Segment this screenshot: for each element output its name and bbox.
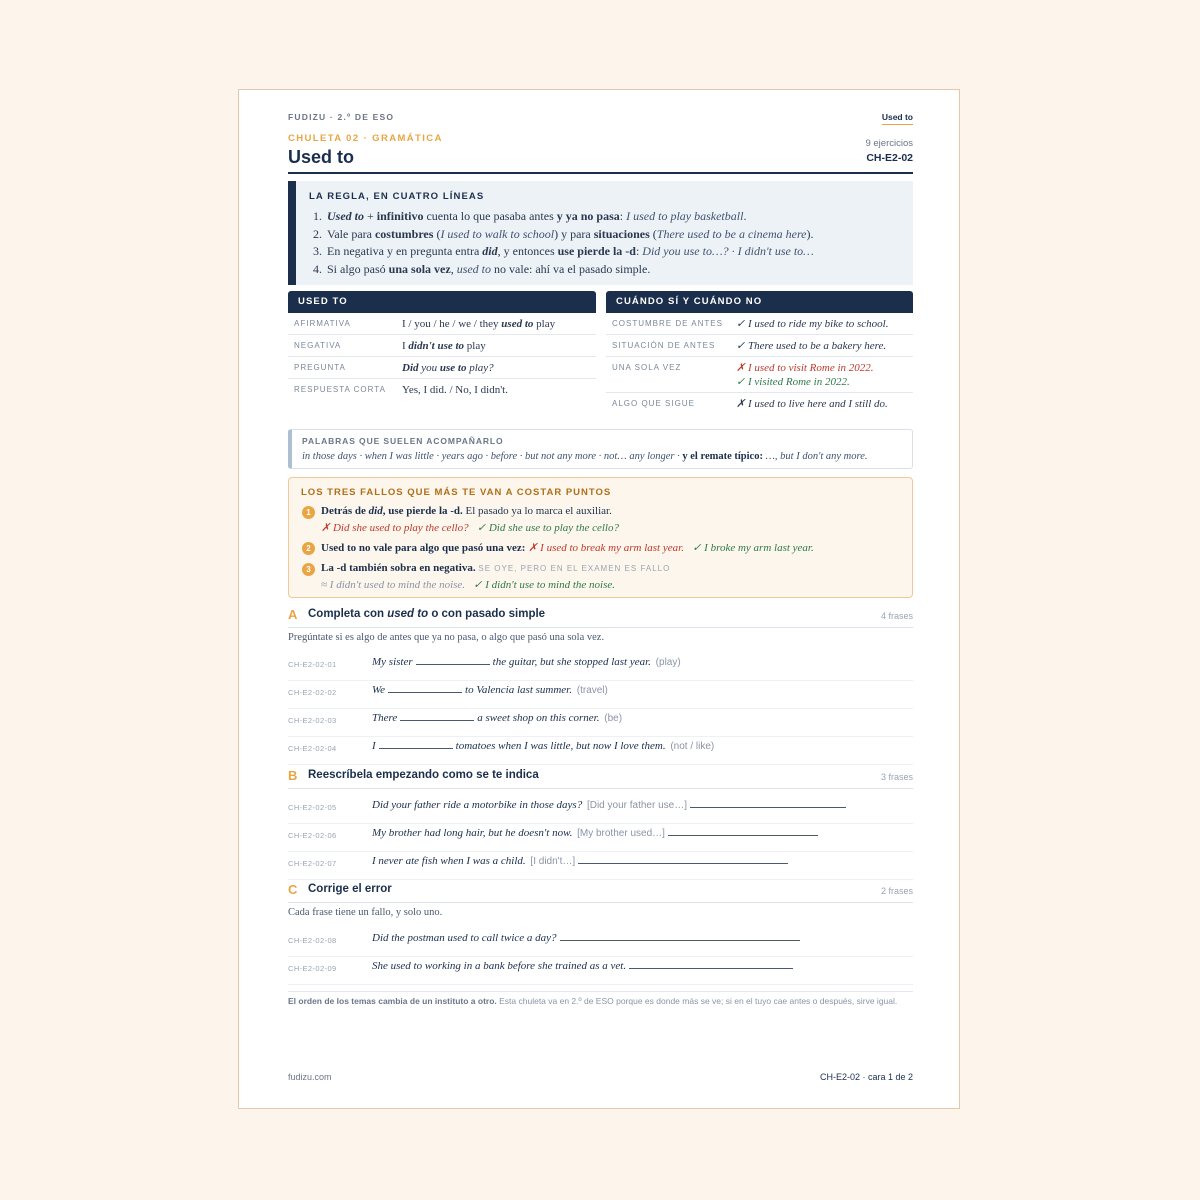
exercise-code: CH-E2-02-06 [288, 831, 337, 840]
wrong-example: ✗ I used to break my arm last year. [528, 542, 684, 554]
error-text: Detrás de [321, 505, 369, 517]
table-row [288, 357, 596, 379]
sheet-code: CH-E2-02 [866, 152, 913, 164]
footnote-bold: El orden de los temas cambia de un instituto a otro. [288, 996, 497, 1006]
rule-title: LA REGLA, EN CUATRO LÍNEAS [309, 191, 485, 202]
footnote-text: Esta chuleta va en 2.º de ESO porque es donde más se ve; si en el tuyo cae antes o después, sirve igual. [496, 996, 898, 1006]
section-count: 3 frases [880, 772, 913, 782]
rule-box [288, 181, 913, 285]
topic-label: Used to [882, 112, 913, 125]
row-value: ✗ I used to live here and I still do. [736, 398, 888, 410]
exercise-text [372, 799, 849, 811]
section-title: Reescríbela empezando como se te indica [308, 769, 539, 781]
rule-example: There used to be a cinema here [656, 226, 807, 241]
exercise-part: I [372, 740, 376, 752]
rule-text: ). [806, 226, 814, 241]
rule-text: use pierde la -d [557, 244, 636, 258]
exercise-part: My brother had long hair, but he doesn't now. [372, 827, 573, 839]
error-text: did [368, 505, 383, 517]
table-row [288, 379, 596, 400]
page-title: Used to [288, 147, 355, 167]
exercise-part: I never ate fish when I was a child. [372, 855, 526, 867]
footnote [288, 991, 913, 1007]
used-to-table [288, 291, 596, 400]
footer-page: CH-E2-02 · cara 1 de 2 [819, 1072, 913, 1082]
exercise-text [372, 932, 803, 944]
row-value [730, 357, 913, 392]
section-letter: A [288, 607, 298, 622]
error-text: , use pierde la -d. [382, 505, 463, 517]
exercise-hint: (travel) [576, 685, 608, 696]
section-c-header [288, 880, 913, 903]
exercise-part: the guitar, but she stopped last year. [492, 656, 651, 668]
rule-text: : [635, 244, 643, 258]
row-value: Yes, I did. / No, I didn't. [402, 384, 508, 396]
exercise-code: CH-E2-02-07 [288, 859, 337, 868]
exercise-code: CH-E2-02-03 [288, 716, 337, 725]
rule-text: . [743, 209, 747, 223]
table-row [606, 335, 913, 357]
brand-label: FUDIZU · 2.º DE ESO [288, 112, 395, 122]
table-row [606, 313, 913, 335]
value-text: play [533, 318, 556, 330]
value-text: you [418, 362, 440, 374]
exercise-part: She used to working in a bank before she trained as a vet. [372, 960, 627, 972]
wrong-example: ≈ I didn't used to mind the noise. [321, 579, 466, 591]
answer-blank[interactable] [629, 960, 793, 969]
header-divider [288, 172, 913, 174]
exercise-row [288, 956, 913, 985]
answer-blank[interactable] [400, 712, 474, 721]
words-text: …, but I don't any more. [762, 451, 868, 462]
section-b-header [288, 766, 913, 789]
exercise-hint: [My brother used…] [577, 828, 665, 839]
words-list [302, 451, 867, 462]
rule-text: Vale para [327, 226, 375, 241]
right-example: ✓ I broke my arm last year. [692, 542, 814, 554]
exercise-part: to Valencia last summer. [465, 684, 572, 696]
section-title [308, 608, 545, 620]
value-text: used to [501, 318, 534, 330]
right-example: ✓ Did she use to play the cello? [476, 522, 619, 534]
section-count: 2 frases [880, 886, 913, 896]
exercise-text [372, 740, 714, 752]
exercise-row [288, 823, 913, 852]
rule-example: I used to play basketball [626, 209, 744, 223]
error-text: La -d también sobra en negativa. [321, 562, 476, 574]
rule-text: situaciones [593, 226, 650, 241]
words-box [288, 429, 913, 469]
error-text: El pasado ya lo marca el auxiliar. [462, 505, 612, 517]
right-example: ✓ I visited Rome in 2022. [736, 376, 850, 388]
row-key: SITUACIÓN DE ANTES [612, 341, 716, 350]
exercise-part: My sister [372, 656, 413, 668]
exercise-hint: (play) [655, 657, 681, 668]
rule-text: Si algo pasó [327, 261, 389, 276]
error-tag: SE OYE, PERO EN EL EXAMEN ES FALLO [478, 564, 671, 573]
row-key: ALGO QUE SIGUE [612, 399, 695, 408]
rule-text: no vale: ahí va el pasado simple. [491, 261, 651, 276]
rule-text: En negativa y en pregunta entra [327, 244, 483, 258]
row-value: ✓ There used to be a bakery here. [736, 340, 887, 352]
rule-text: infinitivo [376, 209, 424, 223]
title-text: o con pasado simple [428, 608, 546, 620]
error-heading [321, 562, 670, 574]
rule-example: Did you use to…? · I didn't use to… [642, 244, 814, 258]
rule-list [309, 208, 814, 278]
exercise-count: 9 ejercicios [865, 138, 913, 149]
rule-text: ( [433, 226, 441, 241]
rule-text: una sola vez [388, 261, 451, 276]
rule-text: + [364, 209, 377, 223]
rule-text: , [450, 261, 457, 276]
row-key: PREGUNTA [294, 363, 346, 372]
value-text: play [464, 340, 486, 352]
answer-blank[interactable] [416, 656, 490, 665]
number-badge: 2 [302, 542, 315, 555]
exercise-row [288, 928, 913, 957]
when-table [606, 291, 913, 414]
table-row [606, 393, 913, 414]
answer-blank[interactable] [388, 684, 462, 693]
row-value: ✓ I used to ride my bike to school. [736, 318, 889, 330]
value-text: didn't use to [408, 340, 465, 352]
section-instructions: Cada frase tiene un fallo, y solo uno. [288, 907, 443, 918]
exercise-row [288, 708, 913, 737]
exercise-hint: (be) [604, 713, 623, 724]
exercise-text [372, 827, 821, 839]
section-letter: B [288, 768, 298, 783]
number-badge: 1 [302, 506, 315, 519]
exercise-part: tomatoes when I was little, but now I love them. [455, 740, 666, 752]
exercise-hint: (not / like) [670, 741, 715, 752]
rule-text: : [619, 209, 627, 223]
title-text: used to [387, 608, 429, 620]
error-examples [321, 578, 615, 591]
exercise-code: CH-E2-02-09 [288, 964, 337, 973]
rule-item [325, 243, 814, 261]
section-a-header [288, 605, 913, 628]
row-key: RESPUESTA CORTA [294, 385, 386, 394]
exercise-part: Did the postman used to call twice a day? [372, 932, 557, 944]
exercise-code: CH-E2-02-01 [288, 660, 337, 669]
answer-blank[interactable] [379, 740, 453, 749]
answer-blank[interactable] [690, 799, 846, 808]
used-to-table-title: USED TO [288, 291, 596, 313]
footer-site[interactable]: fudizu.com [288, 1072, 332, 1082]
words-title: PALABRAS QUE SUELEN ACOMPAÑARLO [302, 436, 504, 446]
exercise-code: CH-E2-02-05 [288, 803, 337, 812]
exercise-text [372, 960, 796, 972]
section-count: 4 frases [880, 611, 913, 621]
answer-blank[interactable] [668, 827, 818, 836]
rule-item [325, 208, 814, 226]
exercise-part: There [372, 712, 398, 724]
exercise-code: CH-E2-02-02 [288, 688, 337, 697]
worksheet-page [238, 89, 960, 1109]
exercise-code: CH-E2-02-08 [288, 936, 337, 945]
exercise-code: CH-E2-02-04 [288, 744, 337, 753]
exercise-row [288, 680, 913, 709]
row-value [396, 357, 596, 378]
right-example: ✓ I didn't use to mind the noise. [473, 579, 616, 591]
exercise-text [372, 684, 608, 696]
exercise-row [288, 736, 913, 765]
number-badge: 3 [302, 563, 315, 576]
rule-text: Used to [327, 209, 364, 223]
value-text: play? [466, 362, 494, 374]
errors-box [288, 477, 913, 598]
row-key: NEGATIVA [294, 341, 342, 350]
words-text: y el remate típico: [682, 451, 763, 462]
table-row [288, 335, 596, 357]
value-text: I / you / he / we / they [402, 318, 502, 330]
exercise-text [372, 656, 681, 668]
rule-text: cuenta lo que pasaba antes [423, 209, 557, 223]
exercise-text [372, 712, 622, 724]
wrong-example: ✗ I used to visit Rome in 2022. [736, 362, 874, 374]
error-heading [321, 505, 612, 517]
answer-blank[interactable] [578, 855, 788, 864]
table-row [606, 357, 913, 393]
title-text: Completa con [308, 608, 388, 620]
exercise-row [288, 652, 913, 681]
rule-item [325, 261, 814, 279]
when-table-title: CUÁNDO SÍ Y CUÁNDO NO [606, 291, 913, 313]
value-text: Did [402, 362, 419, 374]
rule-text: y ya no pasa [556, 209, 620, 223]
value-text: I [402, 340, 409, 352]
error-examples [321, 521, 619, 534]
error-text: Used to no vale para algo que pasó una vez: [321, 542, 526, 554]
row-value [396, 335, 596, 356]
exercise-text [372, 855, 791, 867]
row-value [396, 313, 596, 334]
row-key: AFIRMATIVA [294, 319, 351, 328]
sheet-kicker: CHULETA 02 · GRAMÁTICA [288, 133, 443, 144]
exercise-row [288, 851, 913, 880]
value-text: use to [439, 362, 467, 374]
errors-title: LOS TRES FALLOS QUE MÁS TE VAN A COSTAR PUNTOS [301, 487, 612, 498]
table-row [288, 313, 596, 335]
exercise-part: Did your father ride a motorbike in those days? [372, 799, 583, 811]
rule-text: ( [649, 226, 657, 241]
exercise-row [288, 795, 913, 824]
rule-item [325, 226, 814, 244]
error-heading [321, 541, 814, 554]
section-title: Corrige el error [308, 883, 392, 895]
rule-text: did [482, 244, 498, 258]
wrong-example: ✗ Did she used to play the cello? [321, 522, 469, 534]
answer-blank[interactable] [560, 932, 800, 941]
exercise-hint: [I didn't…] [530, 856, 576, 867]
rule-text: costumbres [374, 226, 434, 241]
section-letter: C [288, 882, 298, 897]
exercise-part: a sweet shop on this corner. [477, 712, 600, 724]
row-key: UNA SOLA VEZ [612, 363, 682, 372]
words-text: in those days · when I was little · years ago · before · but not any more · not… any longer · [302, 451, 683, 462]
rule-text: , y entonces [497, 244, 558, 258]
rule-example: used to [456, 261, 492, 276]
row-key: COSTUMBRE DE ANTES [612, 319, 723, 328]
exercise-part: We [372, 684, 386, 696]
rule-example: I used to walk to school [440, 226, 555, 241]
exercise-hint: [Did your father use…] [586, 800, 687, 811]
rule-text: ) y para [554, 226, 594, 241]
section-instructions: Pregúntate si es algo de antes que ya no pasa, o algo que pasó una sola vez. [288, 632, 605, 643]
